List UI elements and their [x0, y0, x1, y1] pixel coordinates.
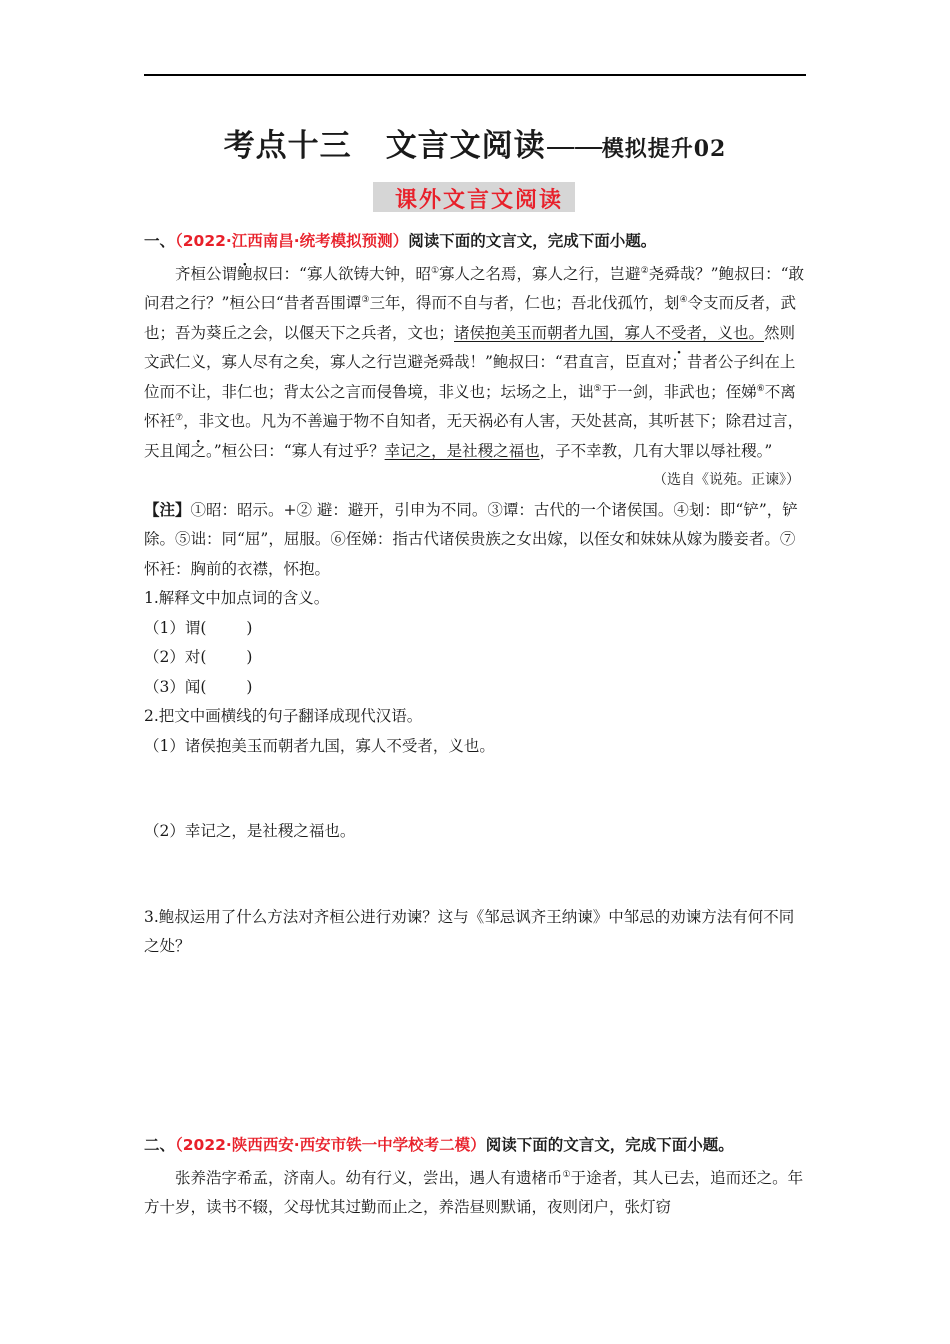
- passage-text: 于一剑，非武也；侄娣: [601, 382, 757, 401]
- title-topic: 文言文阅读: [385, 128, 546, 164]
- page-title: [0, 120, 950, 165]
- passage-text: 然则文武仁义，寡人尽有之矣，寡人之行岂避尧舜哉！”鲍叔曰：“君直言，臣直: [144, 323, 796, 371]
- dotted-word-wen: 闻: [175, 441, 191, 460]
- note-mark: ③: [361, 294, 370, 305]
- title-sub: 模拟提升02: [601, 136, 727, 162]
- citation: （选自《说苑。正谏》）: [653, 472, 800, 488]
- passage-text: 不离怀衽: [144, 382, 796, 430]
- passage-text: 于途者，其人已去，追而还之。年方十岁，读书不辍，父母忧其过勤而止之，养浩昼则默诵，夜则闭户，张灯窃: [144, 1168, 804, 1216]
- question-2-1: （1）诸侯抱美玉而朝者九国，寡人不受者，义也。: [144, 736, 495, 755]
- header-rule: [144, 74, 806, 76]
- q1-passage: [144, 260, 806, 467]
- sub-question-label: （2）对(: [144, 648, 207, 666]
- q1-instruction: 阅读下面的文言文，完成下面小题。: [408, 232, 657, 250]
- passage-text: 鲍叔曰：“寡人欲铸大钟，昭: [237, 264, 431, 283]
- q2-number: 二、: [144, 1136, 176, 1154]
- question-1-2: [144, 643, 806, 673]
- section-heading: 课外文言文阅读: [395, 187, 564, 213]
- paren-close: ): [246, 677, 253, 696]
- q2-source: （2022·陕西西安·西安市铁一中学校考二模）: [175, 1136, 486, 1154]
- question-block-1: [144, 227, 806, 962]
- sub-question-label: （1）谓(: [144, 618, 207, 637]
- passage-text: 张养浩字希孟，济南人。幼有行义，尝出，遇人有遗楮币: [175, 1168, 563, 1187]
- dotted-word-dui: 对: [655, 353, 672, 371]
- passage-text: 三年，得而不自与者，仁也；吾北伐孤竹，刬: [369, 294, 680, 312]
- question-3: 3.鲍叔运用了什么方法对齐桓公进行劝谏？这与《邹忌讽齐王纳谏》中邹忌的劝谏方法有何不同之处？: [144, 907, 795, 955]
- title-main: 考点十三: [223, 128, 352, 164]
- note-mark: ①: [430, 265, 440, 276]
- passage-text: 之。”桓公曰：“寡人有过乎？: [190, 441, 385, 460]
- note-mark: ④: [679, 294, 688, 305]
- question-1: 1.解释文中加点词的含义。: [144, 589, 330, 607]
- paren-close: ): [246, 648, 253, 666]
- question-1-1: [144, 614, 806, 644]
- annotation-label: 【注】: [144, 500, 191, 519]
- passage-text: 寡人之名焉，寡人之行，岂避: [439, 264, 641, 283]
- question-2: 2.把文中画横线的句子翻译成现代汉语。: [144, 707, 423, 725]
- note-mark: ①: [562, 1169, 571, 1180]
- annotations: [144, 496, 806, 585]
- underlined-sentence-2: 幸记之，是社稷之福也: [384, 441, 540, 460]
- passage-text: ，非文也。凡为不善遍于物不自知者，无天祸必有人害，天处甚高，其听甚下；除君过言，天且: [144, 412, 804, 460]
- underlined-sentence-1: 诸侯抱美玉而朝者九国，寡人不受者，义也。: [454, 323, 765, 342]
- note-mark: ⑦: [175, 412, 184, 423]
- q2-passage: [144, 1164, 806, 1223]
- passage-text: ，子不幸教，几有大罪以辱社稷。”: [539, 441, 773, 460]
- note-mark: ⑥: [756, 383, 765, 394]
- q2-instruction: 阅读下面的文言文，完成下面小题。: [485, 1136, 734, 1154]
- question-2-2: （2）幸记之，是社稷之福也。: [144, 822, 356, 840]
- note-mark: ⑤: [593, 383, 602, 394]
- passage-text: 令支而反者，武也；吾为葵丘之会，以偃天下之兵者，文也；: [144, 294, 797, 342]
- title-dash: ——: [545, 129, 602, 164]
- passage-text: 齐桓公: [175, 264, 222, 283]
- q1-number: 一、: [144, 232, 176, 250]
- note-mark: ②: [640, 265, 649, 276]
- q1-source: （2022·江西南昌·统考模拟预测）: [175, 232, 409, 250]
- sub-question-label: （3）闻(: [144, 677, 207, 696]
- q2-header: [144, 1131, 806, 1161]
- paren-close: ): [246, 618, 253, 637]
- passage-text: ；昔者公子纠在上位而不让，非仁也；背太公之言而侵鲁境，非义也；坛场之上，诎: [144, 353, 796, 401]
- question-1-3: [144, 673, 806, 703]
- annotation-text: ①昭：昭示。+② 避：避开，引申为不同。③谭：古代的一个诸侯国。④刬：即“铲”，铲除。⑤诎：同“屈”，屈服。⑥侄娣：指古代诸侯贵族之女出嫁，以侄女和妹妹从嫁为媵妾者。⑦怀衽：胸前的衣襟，怀抱。: [144, 500, 798, 578]
- question-block-2: [144, 1131, 806, 1223]
- dotted-word-wei: 谓: [221, 264, 238, 283]
- passage-text: 尧舜哉？”鲍叔曰：“敢问君之行？”桓公曰“昔者吾围谭: [144, 264, 804, 312]
